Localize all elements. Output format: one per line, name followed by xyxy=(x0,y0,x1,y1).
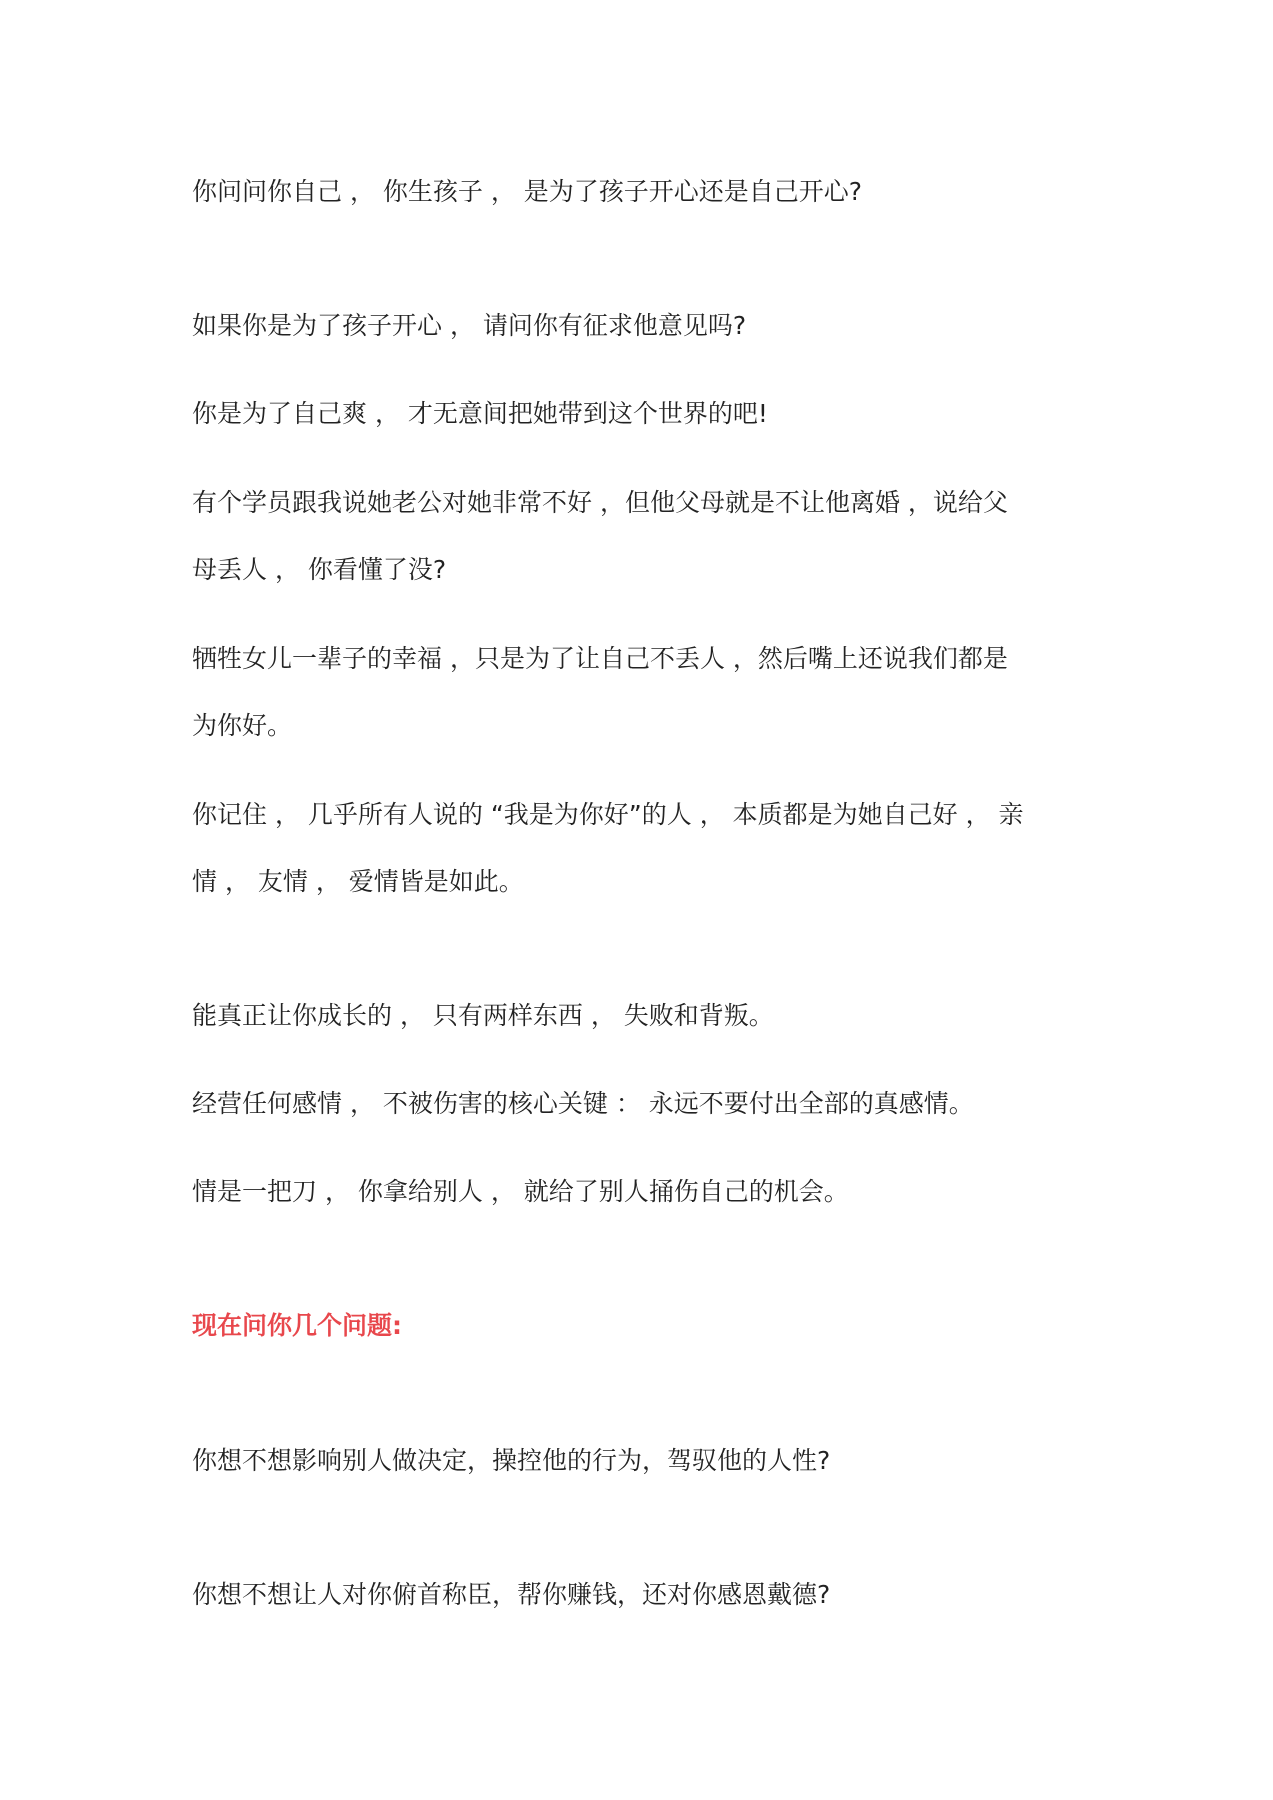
paragraph-line: 你问问你自己 ， 你生孩子 ， 是为了孩子开心还是自己开心? xyxy=(192,177,863,206)
paragraph-4 xyxy=(192,469,1092,603)
paragraph-line: 你想不想让人对你俯首称臣，帮你赚钱，还对你感恩戴德? xyxy=(192,1580,831,1609)
section-heading xyxy=(192,1292,1092,1359)
paragraph-line: 牺牲女儿一辈子的幸福 ，只是为了让自己不丢人 ，然后嘴上还说我们都是 xyxy=(192,644,1008,673)
paragraph-3 xyxy=(192,380,1092,447)
heading-line: 现在问你几个问题: xyxy=(192,1311,402,1340)
paragraph-line: 能真正让你成长的 ， 只有两样东西 ， 失败和背叛。 xyxy=(192,1001,774,1030)
paragraph-line: 你记住 ， 几乎所有人说的 “我是为你好”的人 ， 本质都是为她自己好 ， 亲 xyxy=(192,800,1024,829)
paragraph-line: 经营任何感情 ， 不被伤害的核心关键 ： 永远不要付出全部的真感情。 xyxy=(192,1089,974,1118)
paragraph-11 xyxy=(192,1427,1092,1494)
paragraph-line: 有个学员跟我说她老公对她非常不好 ，但他父母就是不让他离婚 ，说给父 xyxy=(192,488,1008,517)
paragraph-1 xyxy=(192,158,1092,225)
paragraph-5 xyxy=(192,625,1092,759)
paragraph-2 xyxy=(192,292,1092,359)
paragraph-12 xyxy=(192,1561,1092,1628)
paragraph-line: 你想不想影响别人做决定，操控他的行为，驾驭他的人性? xyxy=(192,1446,831,1475)
paragraph-line: 为你好。 xyxy=(192,711,293,740)
paragraph-7 xyxy=(192,982,1092,1049)
paragraph-line: 如果你是为了孩子开心 ， 请问你有征求他意见吗? xyxy=(192,311,747,340)
paragraph-line: 母丢人 ， 你看懂了没? xyxy=(192,555,447,584)
paragraph-6 xyxy=(192,781,1092,915)
paragraph-line: 情是一把刀 ， 你拿给别人 ， 就给了别人捅伤自己的机会。 xyxy=(192,1177,849,1206)
paragraph-9 xyxy=(192,1158,1092,1225)
paragraph-8 xyxy=(192,1070,1092,1137)
paragraph-line: 你是为了自己爽 ， 才无意间把她带到这个世界的吧! xyxy=(192,399,768,428)
paragraph-line: 情 ， 友情 ， 爱情皆是如此。 xyxy=(192,867,524,896)
